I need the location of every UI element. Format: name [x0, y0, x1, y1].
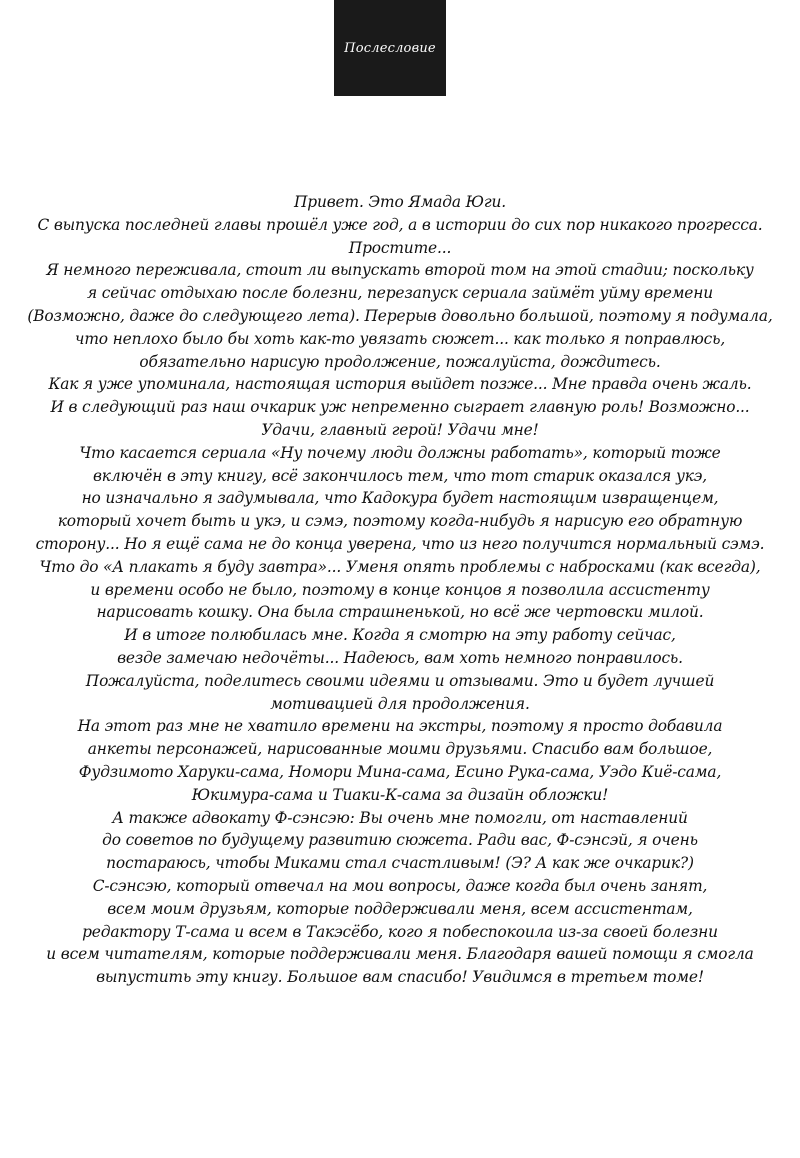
text-line: На этот раз мне не хватило времени на экстры, поэтому я просто добавила [77, 717, 723, 736]
text-line: везде замечаю недочёты... Надеюсь, вам хоть немного понравилось. [117, 648, 683, 667]
text-line: (Возможно, даже до следующего лета). Перерыв довольно большой, поэтому я подумала, [27, 306, 773, 325]
text-line: который хочет быть и укэ, и сэмэ, поэтому когда-нибудь я нарисую его обратную [57, 512, 743, 531]
text-line: мотивацией для продолжения. [270, 694, 530, 713]
text-line: Юкимура-сама и Тиаки-К-сама за дизайн обложки! [191, 785, 609, 804]
text-line: И в следующий раз наш очкарик уж непременно сыграет главную роль! Возможно... [50, 398, 750, 417]
text-line: сторону... Но я ещё сама не до конца уверена, что из него получится нормальный сэмэ. [35, 534, 765, 553]
text-line: Привет. Это Ямада Юги. [294, 193, 506, 211]
text-line: включён в эту книгу, всё закончилось тем, что тот старик оказался укэ, [92, 466, 707, 485]
text-line: обязательно нарисую продолжение, пожалуйста, дождитесь. [139, 352, 661, 371]
text-line: но изначально я задумывала, что Кадокура будет настоящим извращенцем, [81, 489, 719, 508]
text-line: А также адвокату Ф-сэнсэю: Вы очень мне помогли, от наставлений [112, 808, 688, 827]
text-line: С выпуска последней главы прошёл уже год, а в истории до сих пор никакого прогресса. [37, 215, 763, 234]
text-line: я сейчас отдыхаю после болезни, перезапуск сериала займёт уйму времени [86, 284, 714, 303]
text-line: И в итоге полюбилась мне. Когда я смотрю на эту работу сейчас, [124, 626, 676, 645]
text-line: Как я уже упоминала, настоящая история выйдет позже... Мне правда очень жаль. [48, 375, 752, 394]
page-title: Послесловие [344, 40, 436, 56]
text-line: Я немного переживала, стоит ли выпускать второй том на этой стадии; поскольку [46, 261, 754, 280]
text-line: Что касается сериала «Ну почему люди должны работать», который тоже [79, 443, 721, 462]
text-line: редактору Т-сама и всем в Такэсёбо, кого я побеспокоила из-за своей болезни [82, 922, 718, 941]
text-line: до советов по будущему развитию сюжета. Ради вас, Ф-сэнсэй, я очень [102, 831, 698, 850]
text-line: всем моим друзьям, которые поддерживали меня, всем ассистентам, [107, 899, 693, 918]
text-line: и всем читателям, которые поддерживали меня. Благодаря вашей помощи я смогла [46, 945, 754, 964]
text-line: что неплохо было бы хоть как-то увязать сюжет... как только я поправлюсь, [74, 329, 726, 348]
text-line: С-сэнсэю, который отвечал на мои вопросы, даже когда был очень занят, [92, 876, 708, 895]
text-line: постараюсь, чтобы Миками стал счастливым! (Э? А как же очкарик?) [106, 854, 694, 873]
text-line: и времени особо не было, поэтому в конце концов я позволила ассистенту [90, 580, 710, 599]
text-line: Простите... [348, 238, 452, 257]
text-line: выпустить эту книгу. Большое вам спасибо! Увидимся в третьем томе! [96, 968, 704, 987]
text-line: нарисовать кошку. Она была страшненькой, но всё же чертовски милой. [96, 603, 704, 622]
afterword-text-block [20, 191, 780, 989]
text-line: Пожалуйста, поделитесь своими идеями и отзывами. Это и будет лучшей [85, 671, 715, 690]
text-line: Что до «А плакать я буду завтра»... Уменя опять проблемы с набросками (как всегда), [39, 557, 761, 576]
text-line: анкеты персонажей, нарисованные моими друзьями. Спасибо вам большое, [87, 740, 713, 759]
text-line: Фудзимото Харуки-сама, Номори Мина-сама, Есино Рука-сама, Уэдо Киё-сама, [78, 762, 722, 781]
afterword-title-box [334, 0, 446, 96]
text-line: Удачи, главный герой! Удачи мне! [261, 420, 539, 439]
